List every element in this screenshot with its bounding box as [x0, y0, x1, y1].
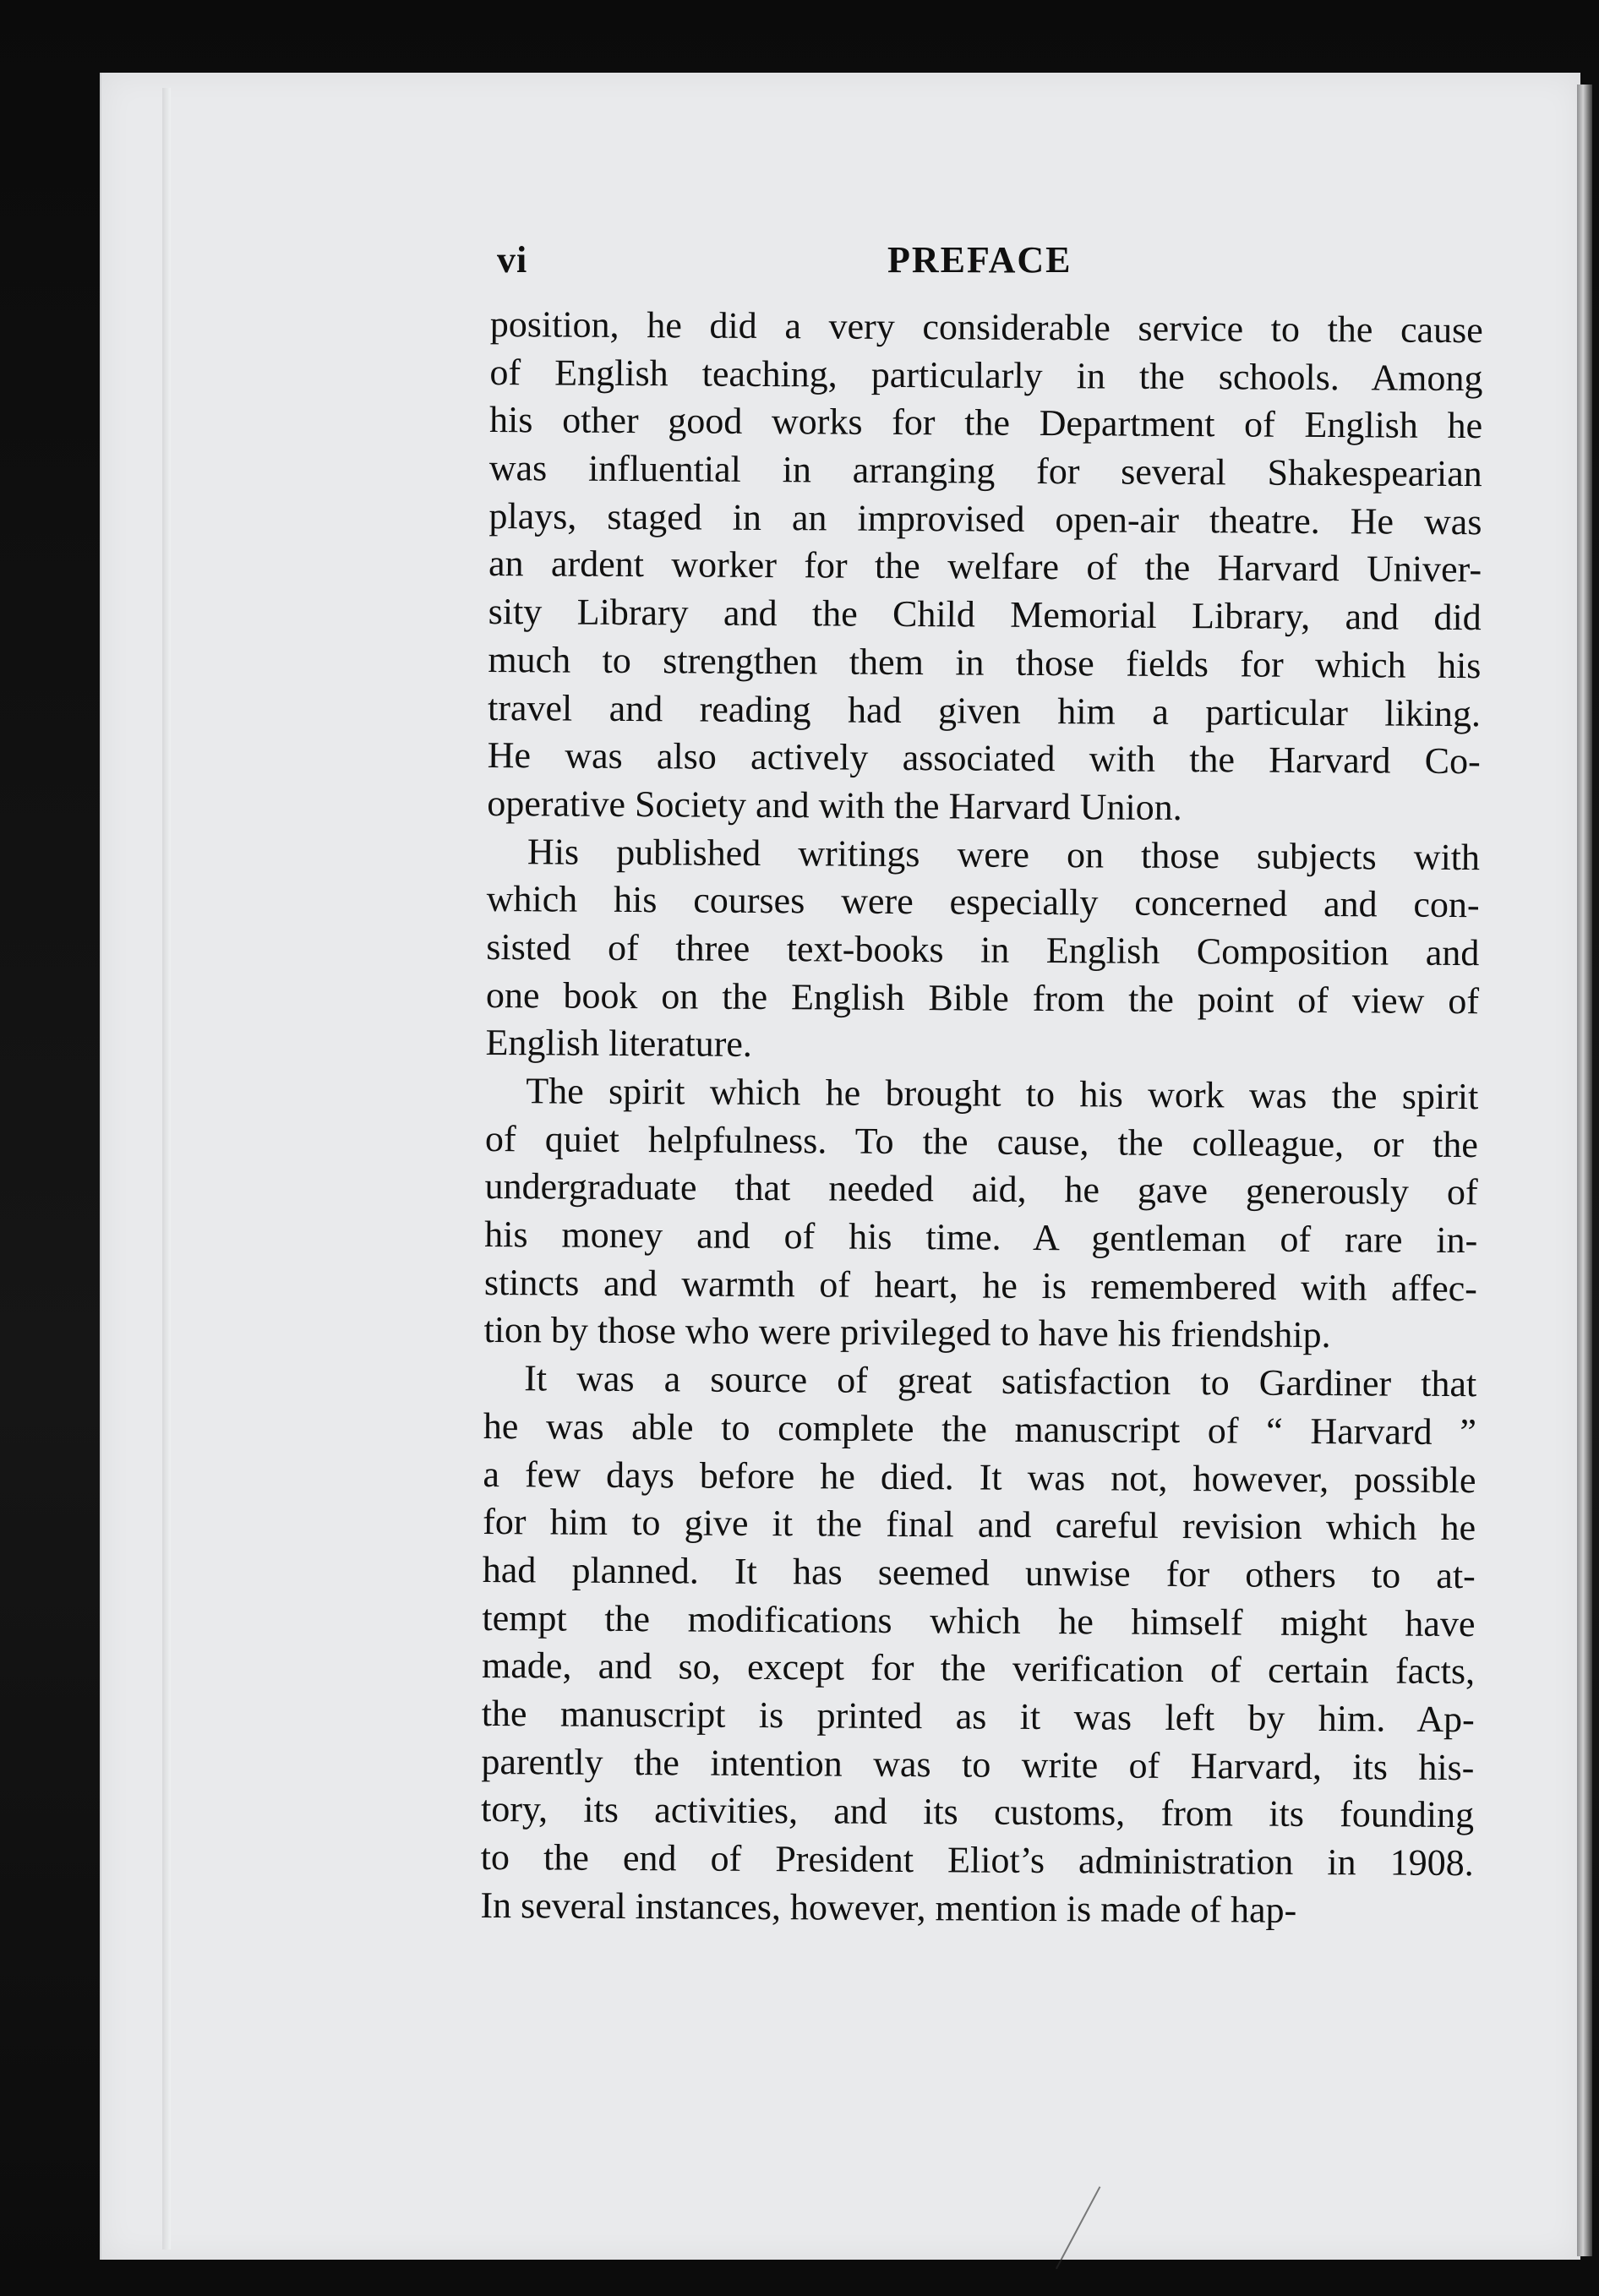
- text-line: made, and so, except for the verification of certain facts,: [481, 1644, 1476, 1693]
- text-line: He was also actively associated with the Harvard Co-: [487, 734, 1481, 783]
- paragraph: [483, 1067, 1478, 1361]
- text-line: travel and reading had given him a particular liking.: [487, 686, 1482, 734]
- page-number: vi: [497, 239, 528, 281]
- text-line: his other good works for the Department of English he: [488, 399, 1483, 447]
- text-line: a few days before he died. It was not, however, possible: [483, 1453, 1476, 1501]
- text-line: an ardent worker for the welfare of the Harvard Univer-: [488, 543, 1482, 591]
- text-line: In several instances, however, mention is made of hap-: [480, 1884, 1297, 1931]
- text-line: tion by those who were privileged to have his friendship.: [483, 1309, 1331, 1356]
- text-line: much to strengthen them in those fields for which his: [488, 638, 1482, 686]
- page-gutter-edge: [162, 88, 171, 2250]
- text-line: sisted of three text-books in English Composition and: [486, 925, 1480, 974]
- text-line: for him to give it the final and careful revision which he: [483, 1501, 1476, 1549]
- paragraph: [480, 1355, 1476, 1935]
- text-line: the manuscript is printed as it was left by him. Ap-: [481, 1692, 1475, 1741]
- text-line: tempt the modifications which he himself might have: [482, 1596, 1476, 1644]
- text-line: of quiet helpfulness. To the cause, the colleague, or the: [484, 1117, 1479, 1165]
- text-line: plays, staged in an improvised open-air theatre. He was: [488, 494, 1482, 543]
- text-line: It was a source of great satisfaction to Gardiner that: [524, 1357, 1477, 1405]
- text-line: his money and of his time. A gentleman of rare in-: [484, 1213, 1478, 1262]
- text-line: parently the intention was to write of Harvard, its his-: [481, 1740, 1475, 1788]
- text-line: sity Library and the Child Memorial Library, and did: [488, 591, 1482, 639]
- page-fore-edge: [1577, 85, 1592, 2256]
- running-title: PREFACE: [887, 239, 1072, 281]
- running-head: [490, 228, 1487, 287]
- text-line: stincts and warmth of heart, he is remembered with affec-: [483, 1261, 1478, 1309]
- text-line: of English teaching, particularly in the schools. Among: [489, 351, 1483, 399]
- text-line: one book on the English Bible from the point of view of: [485, 973, 1480, 1022]
- text-line: tory, its activities, and its customs, from its founding: [480, 1788, 1475, 1836]
- text-line: undergraduate that needed aid, he gave generously of: [484, 1165, 1478, 1213]
- text-line: had planned. It has seemed unwise for others to at-: [482, 1548, 1476, 1597]
- text-line: His published writings were on those subjects with: [527, 830, 1481, 878]
- text-line: he was able to complete the manuscript of “ Harvard ”: [483, 1404, 1476, 1453]
- text-line: English literature.: [485, 1022, 753, 1066]
- text-line: to the end of President Eliot’s administration in 1908.: [480, 1835, 1474, 1884]
- text-line: which his courses were especially concerned and con-: [486, 878, 1480, 926]
- paragraph: [485, 828, 1480, 1074]
- text-line: operative Society and with the Harvard Union.: [487, 782, 1182, 828]
- text-line: The spirit which he brought to his work was the spirit: [526, 1070, 1479, 1118]
- text-line: position, he did a very considerable service to the cause: [489, 303, 1483, 352]
- text-line: was influential in arranging for several Shakespearian: [488, 447, 1482, 495]
- body-text: [480, 301, 1483, 1936]
- paragraph: [487, 301, 1483, 834]
